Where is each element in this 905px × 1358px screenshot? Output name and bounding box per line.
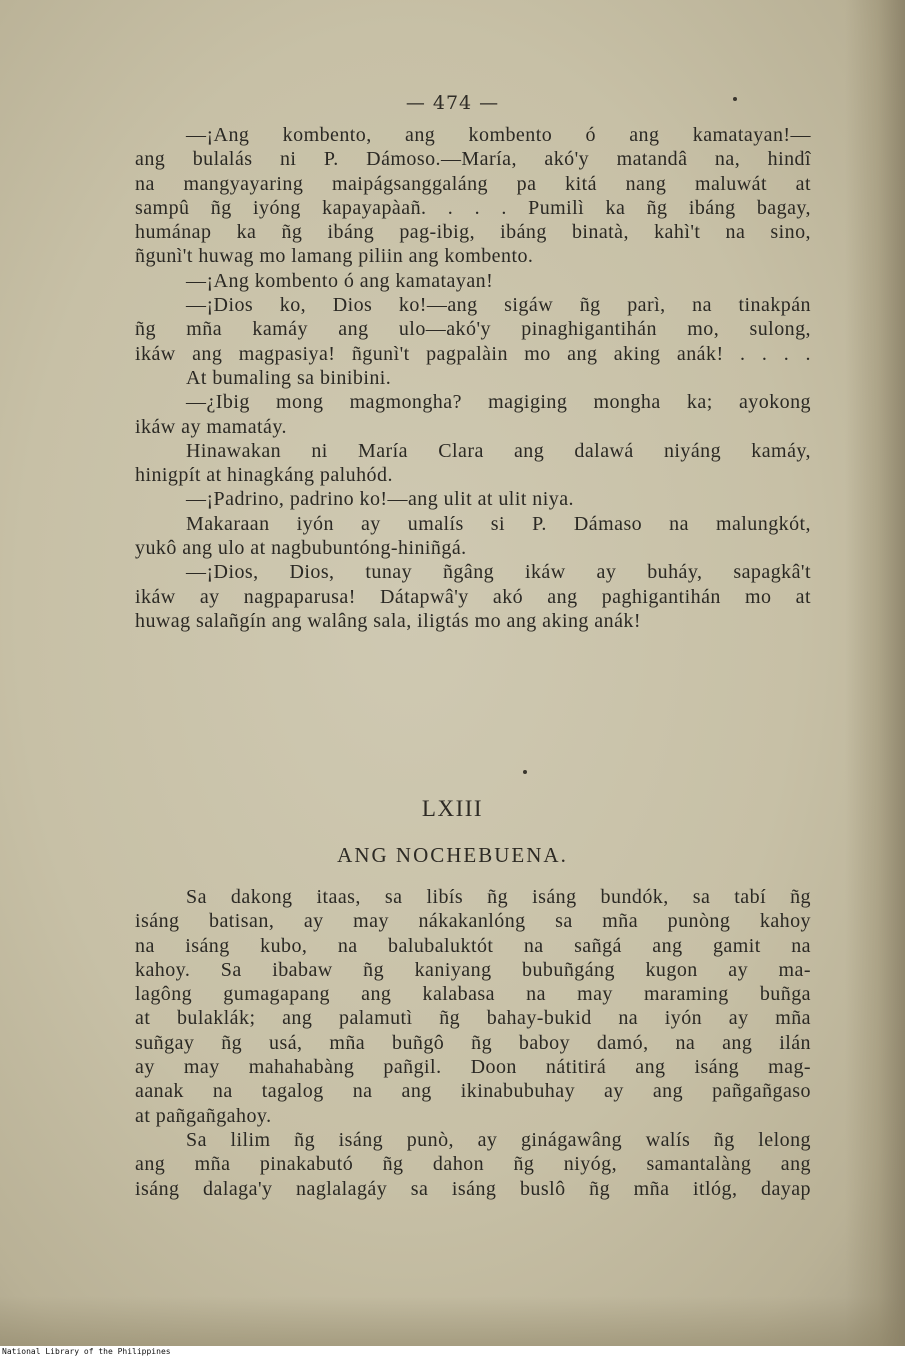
page-number: — 474 — [405, 92, 500, 114]
text-line: At bumaling sa binibini. [186, 366, 392, 389]
text-line: ikáw ang magpasiya! ñgunì't pagpalàin mo ang aking anák! . . . . [135, 342, 811, 365]
text-line: at bulaklák; ang palamutì ñg bahay-bukid na iyón ay mña [135, 1007, 811, 1030]
page-edge-shadow [845, 0, 905, 1346]
text-line: ikáw ay mamatáy. [135, 415, 287, 438]
text-line: at pañgañgahoy. [135, 1104, 272, 1127]
text-line: —¡Ang kombento, ang kombento ó ang kamatayan!— [186, 124, 811, 146]
text-line: ang bulalás ni P. Dámoso.—María, akó'y matandâ na, hindî [135, 148, 811, 171]
text-line: ikáw ay nagpaparusa! Dátapwâ'y akó ang paghigantihán mo at [135, 585, 811, 608]
text-line: ñg mña kamáy ang ulo—akó'y pinaghigantihán mo, sulong, [135, 318, 811, 341]
text-line: huwag salañgín ang walâng sala, iligtás mo ang aking anák! [135, 609, 641, 632]
text-line: isáng batisan, ay may nákakanlóng sa mña punòng kahoy [135, 910, 811, 933]
text-line: Makaraan iyón ay umalís si P. Dámaso na malungkót, [186, 512, 811, 535]
text-line: kahoy. Sa ibabaw ñg kaniyang bubuñgáng kugon ay ma- [135, 958, 811, 981]
text-line: hinigpít at hinagkáng paluhód. [135, 464, 393, 487]
text-line: na isáng kubo, na balubaluktót na sañgá ang gamit na [135, 934, 811, 957]
scan-footer [0, 1346, 905, 1358]
text-line: ang mña pinakabutó ñg dahon ñg niyóg, samantalàng ang [135, 1153, 811, 1176]
text-line: Sa lilim ñg isáng punò, ay ginágawâng walís ñg lelong [186, 1128, 811, 1151]
text-line: lagông gumagapang ang kalabasa na may maraming buñga [135, 983, 811, 1006]
text-line: —¡Ang kombento ó ang kamatayan! [186, 269, 494, 292]
chapter-title: ANG NOCHEBUENA. [337, 843, 568, 867]
text-line: —¡Padrino, padrino ko!—ang ulit at ulit niya. [186, 488, 574, 511]
text-line: ay may mahahabàng pañgil. Doon nátitirá ang isáng mag- [135, 1056, 811, 1079]
section-ornament-dot [523, 770, 527, 774]
text-line: sampû ñg iyóng kapayapàañ. . . . Pumilì ka ñg ibáng bagay, [135, 196, 811, 219]
page-bottom-shadow [0, 1296, 905, 1346]
chapter-number: LXIII [421, 796, 484, 821]
text-line: —¿Ibig mong magmongha? magiging mongha ka; ayokong [186, 391, 811, 414]
section-two-text [135, 885, 811, 1201]
text-line: —¡Dios, Dios, tunay ñgâng ikáw ay buháy, sapagkâ't [186, 561, 811, 584]
text-line: aanak na tagalog na ang ikinabubuhay ay ang pañgañgaso [135, 1080, 811, 1103]
library-credit: National Library of the Philippines [2, 1347, 171, 1356]
text-line: isáng dalaga'y naglalagáy sa isáng buslô ñg mña itlóg, dayap [135, 1177, 811, 1200]
text-line: suñgay ñg usá, mña buñgô ñg baboy damó, na ang ilán [135, 1031, 811, 1054]
text-line: yukô ang ulo at nagbubuntóng-hiniñgá. [135, 537, 467, 560]
ink-speck [733, 97, 737, 101]
text-line: ñgunì't huwag mo lamang piliin ang kombento. [135, 245, 534, 268]
text-line: Hinawakan ni María Clara ang dalawá niyáng kamáy, [186, 439, 811, 462]
text-line: na mangyayaring maipágsanggaláng pa kitá nang maluwát at [135, 172, 811, 195]
text-line: humánap ka ñg ibáng pag-ibig, ibáng binatà, kahì't na sino, [135, 221, 811, 244]
section-one-text [135, 123, 811, 633]
text-line: —¡Dios ko, Dios ko!—ang sigáw ñg parì, na tinakpán [186, 294, 811, 317]
text-line: Sa dakong itaas, sa libís ñg isáng bundók, sa tabí ñg [186, 886, 811, 908]
